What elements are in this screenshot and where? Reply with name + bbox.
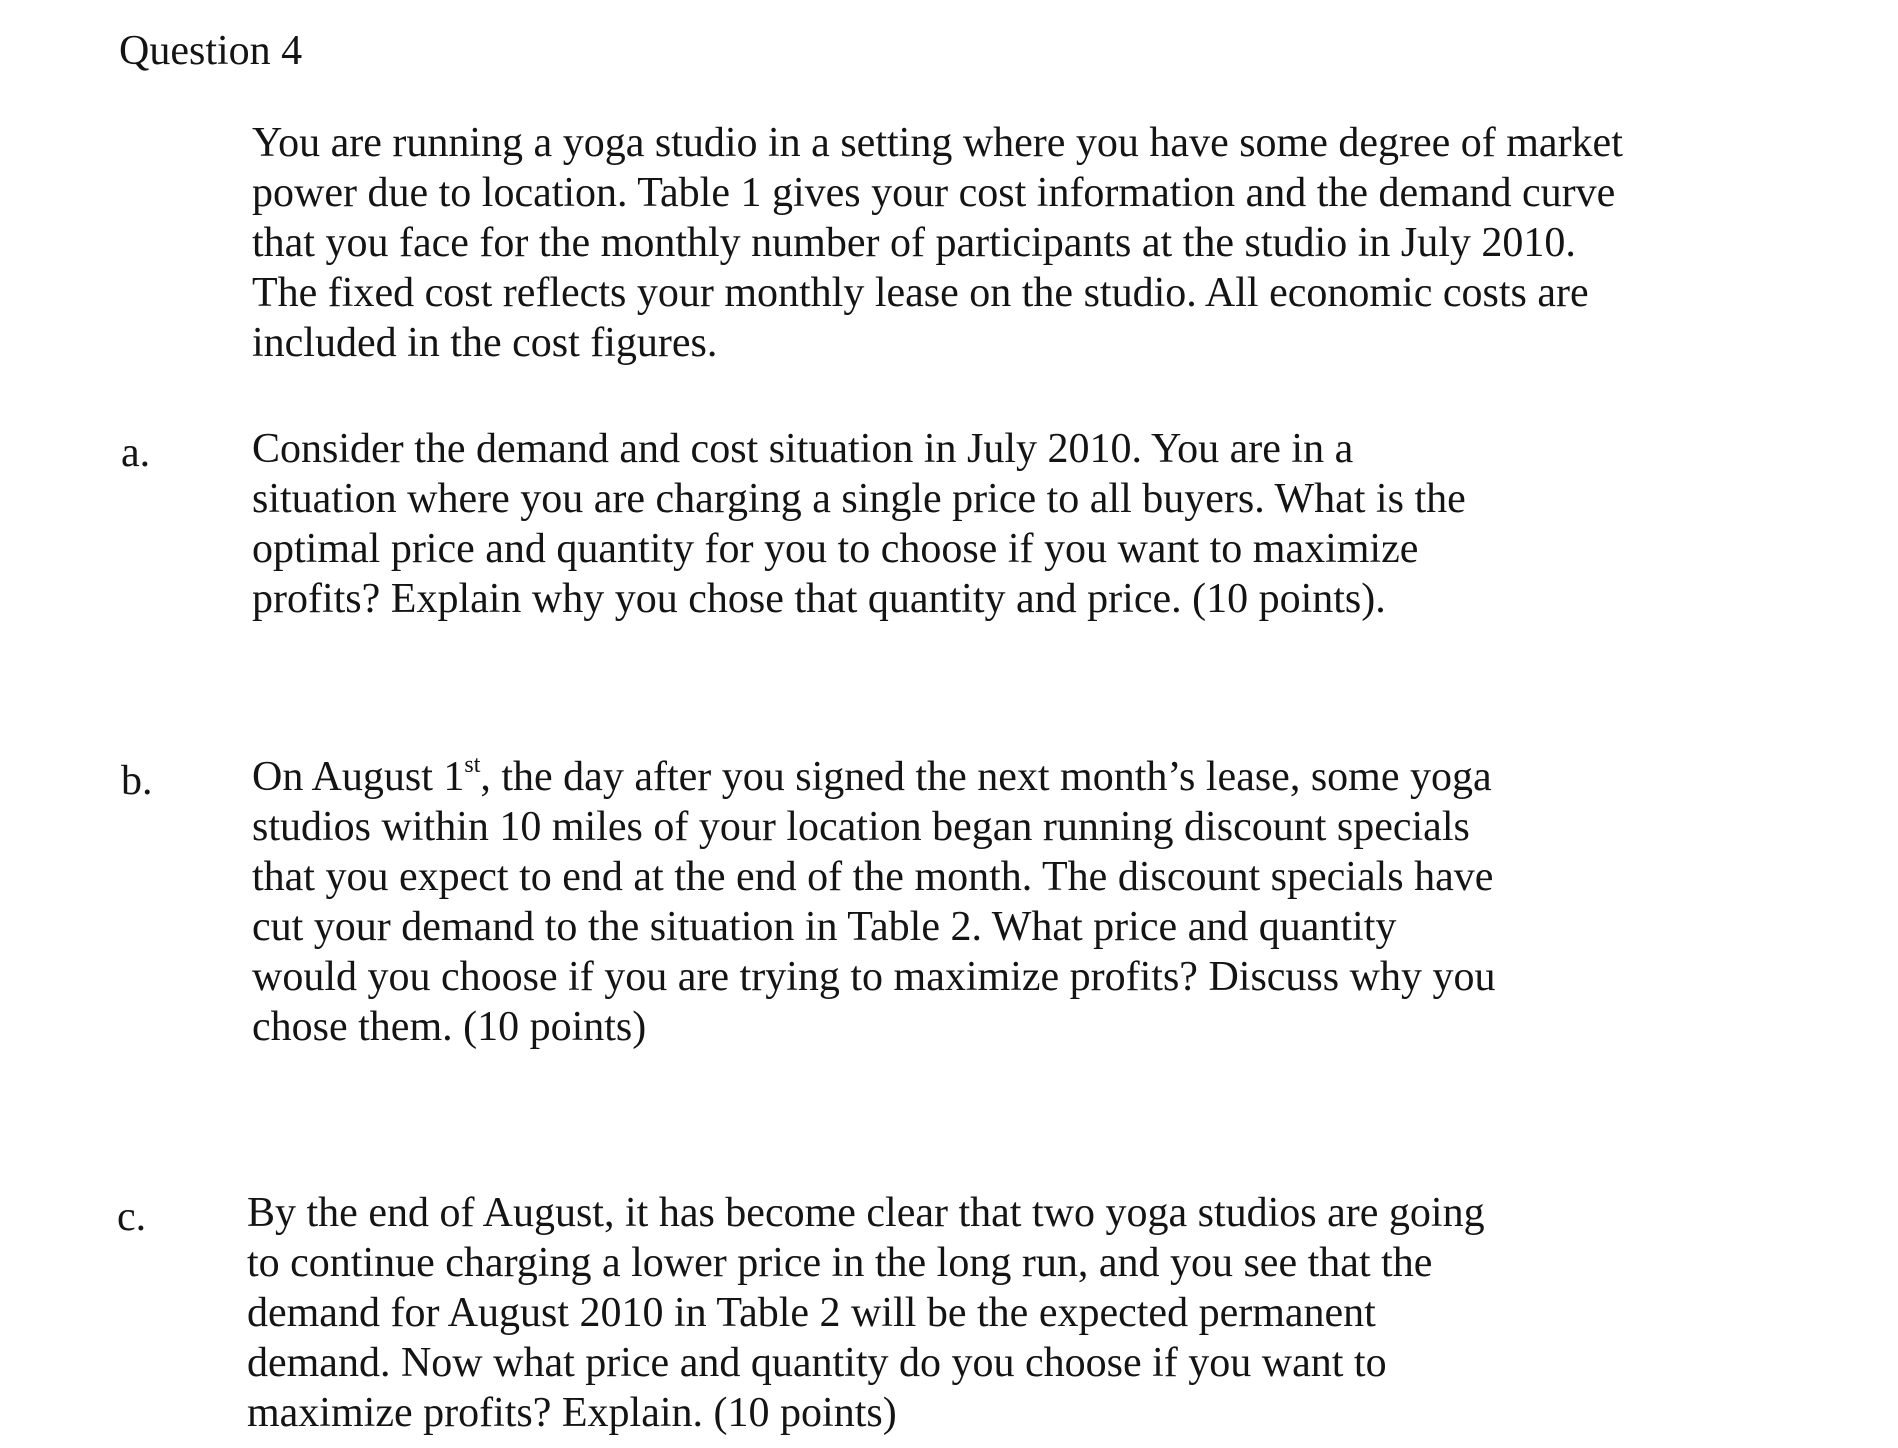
intro-line: The fixed cost reflects your monthly lease on the studio. All economic costs are	[252, 270, 1589, 316]
part-a-text	[252, 424, 1466, 624]
part-c-line: demand for August 2010 in Table 2 will be the expected permanent	[247, 1290, 1376, 1336]
intro-line: You are running a yoga studio in a setting where you have some degree of market	[252, 120, 1623, 166]
part-a-line: optimal price and quantity for you to choose if you want to maximize	[252, 526, 1419, 572]
part-c-label: c.	[117, 1194, 147, 1240]
ordinal-suffix: st	[464, 752, 481, 778]
intro-line: power due to location. Table 1 gives your cost information and the demand curve	[252, 170, 1616, 216]
part-a-line: situation where you are charging a single price to all buyers. What is the	[252, 476, 1466, 522]
part-b-line	[252, 752, 1495, 802]
part-b-line1-end: , the day after you signed the next month’s lease, some yoga	[480, 754, 1492, 800]
intro-line: included in the cost figures.	[252, 320, 718, 366]
part-c-line: to continue charging a lower price in the long run, and you see that the	[247, 1240, 1433, 1286]
part-a-label: a.	[121, 430, 151, 476]
question-intro	[252, 118, 1623, 368]
question-title: Question 4	[119, 28, 303, 74]
intro-line: that you face for the monthly number of participants at the studio in July 2010.	[252, 220, 1576, 266]
part-b-line: would you choose if you are trying to maximize profits? Discuss why you	[252, 954, 1496, 1000]
part-c-line: maximize profits? Explain. (10 points)	[247, 1390, 897, 1436]
part-c-text	[247, 1188, 1485, 1438]
part-b-text	[252, 752, 1495, 1052]
part-b-line: studios within 10 miles of your location began running discount specials	[252, 804, 1470, 850]
part-b-line1-start: On August 1	[252, 754, 465, 800]
part-b-line: cut your demand to the situation in Table 2. What price and quantity	[252, 904, 1397, 950]
part-a-line: Consider the demand and cost situation in July 2010. You are in a	[252, 426, 1354, 472]
part-a-line: profits? Explain why you chose that quantity and price. (10 points).	[252, 576, 1386, 622]
part-c-line: demand. Now what price and quantity do you choose if you want to	[247, 1340, 1387, 1386]
part-b-label: b.	[121, 758, 153, 804]
part-b-line: that you expect to end at the end of the month. The discount specials have	[252, 854, 1494, 900]
part-c-line: By the end of August, it has become clear that two yoga studios are going	[247, 1190, 1485, 1236]
part-b-line: chose them. (10 points)	[252, 1004, 647, 1050]
